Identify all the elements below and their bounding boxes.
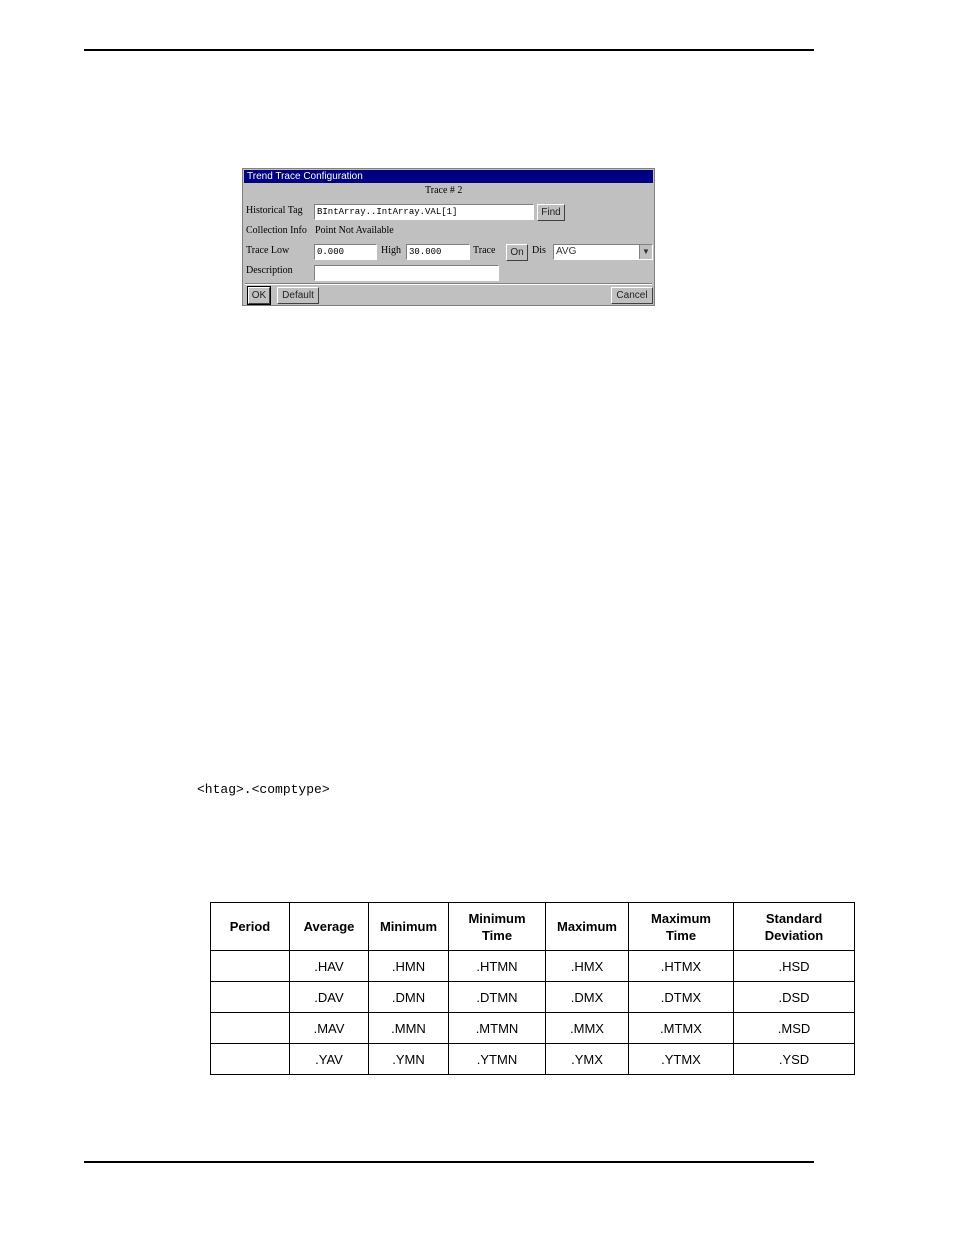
historical-tag-input[interactable]: BIntArray..IntArray.VAL[1] [314,204,534,220]
table-cell: .MSD [734,1013,855,1044]
table-cell: .DMN [369,982,449,1013]
table-cell: .DTMN [449,982,546,1013]
trace-label: Trace [473,245,496,256]
header-standard-deviation: Standard Deviation [734,903,855,951]
table-cell [211,1013,290,1044]
historical-tag-label: Historical Tag [246,205,303,216]
trend-trace-configuration-dialog [242,168,655,306]
table-cell: .DMX [546,982,629,1013]
table-cell [211,951,290,982]
trace-low-label: Trace Low [246,245,290,256]
header-rule [84,49,814,51]
table-cell: .HSD [734,951,855,982]
collection-info-value: Point Not Available [315,225,394,236]
dialog-title: Trend Trace Configuration [244,170,653,183]
table-row [211,982,855,1013]
header-maximum: Maximum [546,903,629,951]
table-cell: .YTMX [629,1044,734,1075]
table-cell [211,1044,290,1075]
table-cell: .MMN [369,1013,449,1044]
table-cell [211,982,290,1013]
table-header-row [211,903,855,951]
header-average: Average [290,903,369,951]
table-cell: .DTMX [629,982,734,1013]
button-separator [245,283,652,285]
header-minimum: Minimum [369,903,449,951]
table-cell: .HMX [546,951,629,982]
table-cell: .MTMN [449,1013,546,1044]
dis-select[interactable] [553,244,653,260]
description-label: Description [246,265,293,276]
high-input[interactable]: 30.000 [406,244,470,260]
find-button[interactable]: Find [537,204,565,221]
collection-info-label: Collection Info [246,225,307,236]
footer-rule [84,1161,814,1163]
trace-low-input[interactable]: 0.000 [314,244,377,260]
ok-button[interactable]: OK [248,287,270,304]
table-row [211,1044,855,1075]
table-cell: .HAV [290,951,369,982]
header-period: Period [211,903,290,951]
default-button[interactable]: Default [277,287,319,304]
table-cell: .YTMN [449,1044,546,1075]
header-minimum-time: Minimum Time [449,903,546,951]
table-cell: .HTMN [449,951,546,982]
header-maximum-time: Maximum Time [629,903,734,951]
table-cell: .DSD [734,982,855,1013]
table-cell: .DAV [290,982,369,1013]
high-label: High [381,245,401,256]
table-cell: .HTMX [629,951,734,982]
dis-select-value: AVG [556,246,577,257]
table-cell: .YMN [369,1044,449,1075]
description-input[interactable] [314,265,499,281]
table-cell: .YMX [546,1044,629,1075]
table-cell: .MMX [546,1013,629,1044]
table-cell: .YAV [290,1044,369,1075]
table-cell: .MTMX [629,1013,734,1044]
trace-on-button[interactable]: On [506,244,528,261]
trace-number-label: Trace # 2 [425,185,463,196]
table-cell: .YSD [734,1044,855,1075]
suffix-table [210,902,855,1075]
table-row [211,1013,855,1044]
table-cell: .MAV [290,1013,369,1044]
syntax-example: <htag>.<comptype> [197,782,330,797]
table-cell: .HMN [369,951,449,982]
table-row [211,951,855,982]
dis-label: Dis [532,245,546,256]
dropdown-arrow-icon[interactable]: ▼ [639,245,652,259]
cancel-button[interactable]: Cancel [611,287,653,304]
